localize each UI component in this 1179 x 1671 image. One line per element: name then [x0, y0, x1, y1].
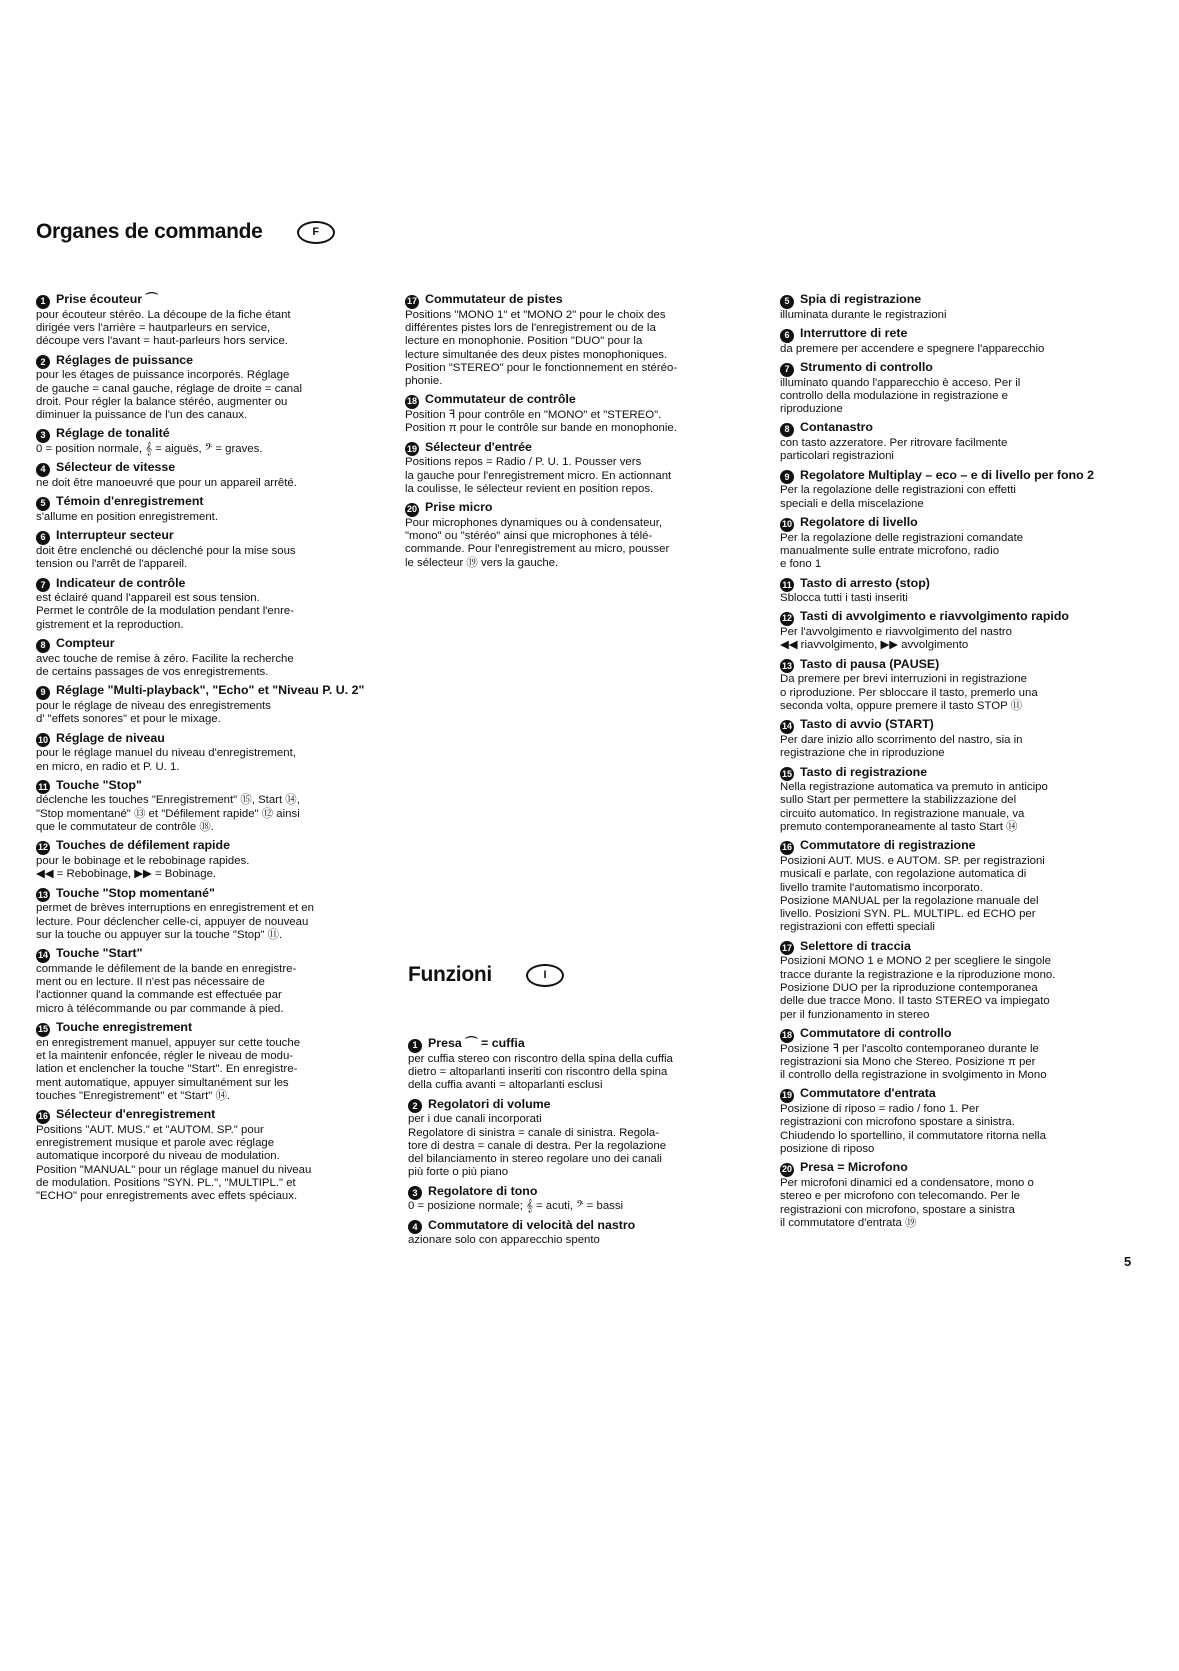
entry-description: pour écouteur stéréo. La découpe de la fiche étant dirigée vers l'arrière = hautparleurs en service, découpe vers l'avant = haut-parleurs hors service.	[36, 308, 291, 348]
language-badge-italian: I	[526, 964, 564, 987]
entry-heading-text: Strumento di controllo	[800, 359, 933, 374]
fr-entry-8	[36, 637, 381, 679]
it-entry-8	[780, 421, 1140, 463]
it-entry-1	[408, 1037, 753, 1093]
entry-heading	[780, 839, 1140, 854]
entry-number-badge: 18	[405, 395, 419, 409]
entry-heading-text: Sélecteur d'entrée	[425, 439, 532, 454]
entry-heading	[36, 293, 381, 308]
entry-heading	[780, 1161, 1140, 1176]
entry-heading-text: Commutateur de pistes	[425, 292, 563, 306]
entry-heading-text: Tasto di arresto (stop)	[800, 575, 930, 590]
it-entry-12	[780, 610, 1140, 652]
entry-heading	[780, 361, 1140, 376]
entry-description: en enregistrement manuel, appuyer sur cette touche et la maintenir enfoncée, régler le niveau de modu- lation et enclencher la touche "Start". En enregistre- ment automatique, appuyer simultanément sur les touches "Enregistrement" et "Start" ⑭.	[36, 1036, 301, 1102]
entry-description: Posizioni MONO 1 e MONO 2 per scegliere le singole tracce durante la registrazione e la riproduzione mono. Posizione DUO per la riproduzione contemporanea delle due tracce Mono. Il tasto STEREO va impiegato per il funzionamento in stereo	[780, 955, 1056, 1021]
entry-number-badge: 16	[780, 841, 794, 855]
entry-heading-text: Réglage de tonalité	[56, 426, 170, 441]
entry-heading	[36, 1108, 381, 1123]
entry-heading-text: Presa = Microfono	[800, 1160, 908, 1175]
entry-heading-text: Regolatore di livello	[800, 514, 918, 529]
italian-section-title	[408, 963, 564, 987]
entry-description: Per la regolazione delle registrazioni comandate manualmente sulle entrate microfono, radio e fono 1	[780, 531, 1024, 571]
fr-entry-11	[36, 779, 381, 835]
entry-heading	[36, 461, 381, 476]
entry-description: pour le réglage manuel du niveau d'enregistrement, en micro, en radio et P. U. 1.	[36, 747, 296, 773]
entry-heading-text: Interruttore di rete	[800, 325, 908, 340]
entry-number-badge: 10	[36, 733, 50, 747]
entry-description: avec touche de remise à zéro. Facilite la recherche de certains passages de vos enregistrements.	[36, 652, 294, 678]
entry-heading	[780, 327, 1140, 342]
entry-heading	[36, 684, 381, 699]
entry-heading-text: Commutateur de contrôle	[425, 392, 576, 407]
entry-number-badge: 8	[780, 423, 794, 437]
entry-number-badge: 13	[36, 888, 50, 902]
entry-heading-text: Regolatore di tono	[428, 1183, 538, 1198]
entry-number-badge: 7	[780, 363, 794, 377]
entry-description: 0 = posizione normale; 𝄞 = acuti, 𝄢 = bassi	[408, 1200, 624, 1213]
entry-description: est éclairé quand l'appareil est sous tension. Permet le contrôle de la modulation pendant l'enre- gistrement et la reproduction.	[36, 592, 294, 631]
entry-description: illuminato quando l'apparecchio è acceso. Per il controllo della modulazione in registrazione e riproduzione	[780, 376, 1021, 416]
entry-number-badge: 6	[780, 329, 794, 343]
entry-number-badge: 5	[780, 295, 794, 309]
entry-description: Per microfoni dinamici ed a condensatore, mono o stereo e per microfono con telecomando. Per le registrazioni con microfono, spostare a sinistra il commutatore d'entrata ⑲	[780, 1176, 1034, 1229]
fr-entry-2	[36, 354, 381, 423]
entry-heading	[405, 293, 750, 308]
entry-heading	[780, 766, 1140, 781]
entry-heading-text: Sélecteur d'enregistrement	[56, 1107, 216, 1122]
entry-heading-text: Sélecteur de vitesse	[56, 460, 176, 475]
entry-heading	[36, 637, 381, 652]
entry-number-badge: 9	[36, 686, 50, 700]
it-entry-19	[780, 1087, 1140, 1156]
it-entry-11	[780, 577, 1140, 606]
entry-description: da premere per accendere e spegnere l'apparecchio	[780, 342, 1045, 355]
entry-heading-text: Prise écouteur ⌒	[56, 292, 158, 306]
entry-description: Positions "AUT. MUS." et "AUTOM. SP." pour enregistrement musique et parole avec réglage automatique incorporé du niveau de modulation. Position "MANUAL" pour un réglage manuel du niveau de modulation. Positions "SYN. PL.", "MULTIPL." et "ECHO" pour enregistrements avec effets spéciaux.	[36, 1123, 312, 1203]
entry-heading	[36, 354, 381, 369]
entry-heading	[780, 577, 1140, 592]
entry-heading-text: Indicateur de contrôle	[56, 575, 186, 590]
entry-number-badge: 17	[780, 941, 794, 955]
it-entry-20	[780, 1161, 1140, 1230]
italian-title-text: Funzioni	[408, 963, 492, 986]
entry-heading	[36, 839, 381, 854]
fr-entry-1	[36, 293, 381, 349]
entry-description: ne doit être manoeuvré que pour un appareil arrêté.	[36, 477, 297, 489]
entry-heading-text: Tasto di avvio (START)	[800, 717, 934, 732]
language-badge-french: F	[297, 221, 335, 244]
it-entry-3	[408, 1185, 753, 1214]
entry-description: Posizione di riposo = radio / fono 1. Per registrazioni con microfono spostare a sinistra. Chiudendo lo sportellino, il commutatore ritorna nella posizione di riposo	[780, 1103, 1046, 1156]
entry-heading-text: Prise micro	[425, 500, 493, 515]
entry-number-badge: 14	[36, 949, 50, 963]
entry-description: Per la regolazione delle registrazioni con effetti speciali e della miscelazione	[780, 484, 1016, 510]
entry-heading-text: Tasti di avvolgimento e riavvolgimento rapido	[800, 609, 1069, 624]
it-entry-9	[780, 469, 1140, 511]
entry-number-badge: 4	[36, 463, 50, 477]
entry-heading	[36, 1021, 381, 1036]
entry-heading	[36, 947, 381, 962]
entry-description: Nella registrazione automatica va premuto in anticipo sullo Start per permettere la stabilizzazione del circuito automatico. In registrazione manuale, va premuto contemporaneamente al tasto Start ⑭	[780, 781, 1048, 834]
it-entry-2	[408, 1098, 753, 1180]
entry-number-badge: 3	[36, 429, 50, 443]
it-entry-10	[780, 516, 1140, 572]
entry-heading	[780, 658, 1140, 673]
entry-heading-text: Touche "Stop momentané"	[56, 885, 215, 900]
entry-heading	[780, 293, 1140, 308]
entry-description: s'allume en position enregistrement.	[36, 510, 218, 523]
entry-number-badge: 4	[408, 1220, 422, 1234]
entry-heading	[408, 1219, 753, 1234]
entry-number-badge: 1	[36, 295, 50, 309]
entry-heading	[780, 1087, 1140, 1102]
entry-description: Sblocca tutti i tasti inseriti	[780, 592, 908, 605]
entry-description: commande le défilement de la bande en enregistre- ment ou en lecture. Il n'est pas nécessaire de l'actionner quand la commande est effectuée par micro à télécommande ou par commande à pied.	[36, 962, 297, 1015]
italian-column-2	[408, 1037, 753, 1253]
entry-heading	[36, 732, 381, 747]
entry-description: Posizione ꟻ per l'ascolto contemporaneo durante le registrazioni sia Mono che Stereo. Posizione π per il controllo della registrazione in svolgimento in Mono	[780, 1042, 1047, 1082]
entry-heading-text: Commutatore di registrazione	[800, 838, 976, 853]
french-title-text: Organes de commande	[36, 220, 263, 243]
entry-heading	[780, 1027, 1140, 1042]
entry-number-badge: 18	[780, 1029, 794, 1043]
entry-heading-text: Touche enregistrement	[56, 1019, 193, 1034]
entry-number-badge: 6	[36, 531, 50, 545]
entry-description: Da premere per brevi interruzioni in registrazione o riproduzione. Per sbloccare il tasto, premerlo una seconda volta, oppure premere il tasto STOP ⑪	[780, 673, 1038, 712]
entry-number-badge: 12	[780, 612, 794, 626]
entry-heading	[36, 427, 381, 442]
it-entry-14	[780, 718, 1140, 760]
fr-entry-7	[36, 577, 381, 633]
fr-entry-5	[36, 495, 381, 524]
entry-heading-text: Selettore di traccia	[800, 938, 911, 953]
it-entry-5	[780, 293, 1140, 322]
it-entry-6	[780, 327, 1140, 356]
entry-heading	[405, 501, 750, 516]
entry-heading-text: Réglage "Multi-playback", "Echo" et "Niveau P. U. 2"	[56, 683, 365, 698]
fr-entry-15	[36, 1021, 381, 1103]
fr-entry-17	[405, 293, 750, 388]
entry-description: pour les étages de puissance incorporés. Réglage de gauche = canal gauche, réglage de droite = canal droit. Pour régler la balance stéréo, augmenter ou diminuer la puissance de l'un des canaux.	[36, 369, 302, 422]
french-section-title	[36, 220, 335, 244]
entry-description: déclenche les touches "Enregistrement" ⑮, Start ⑭, "Stop momentané" ⑬ et "Défilement rapide" ⑫ ainsi que le commutateur de contrôle ⑱.	[36, 794, 300, 834]
entry-heading-text: Tasto di pausa (PAUSE)	[800, 656, 940, 671]
entry-heading	[780, 469, 1140, 484]
entry-description: permet de brèves interruptions en enregistrement et en lecture. Pour déclencher celle-ci, appuyer de nouveau sur la touche ou appuyer sur la touche "Stop" ⑪.	[36, 902, 314, 941]
entry-number-badge: 7	[36, 578, 50, 592]
fr-entry-16	[36, 1108, 381, 1203]
it-entry-4	[408, 1219, 753, 1248]
entry-heading	[405, 393, 750, 408]
entry-heading-text: Commutatore di controllo	[800, 1025, 952, 1040]
fr-entry-9	[36, 684, 381, 726]
fr-entry-10	[36, 732, 381, 774]
entry-heading	[780, 940, 1140, 955]
entry-description: Per l'avvolgimento e riavvolgimento del nastro ◀◀ riavvolgimento, ▶▶ avvolgimento	[780, 626, 1013, 652]
entry-heading-text: Compteur	[56, 636, 115, 651]
entry-description: Positions repos = Radio / P. U. 1. Pousser vers la gauche pour l'enregistrement micro. En actionnant la coulisse, le sélecteur revient en position repos.	[405, 456, 672, 495]
entry-number-badge: 19	[780, 1089, 794, 1103]
entry-description: Pour microphones dynamiques ou à condensateur, "mono" ou "stéréo" ainsi que microphones à télé- commande. Pour l'enregistrement au micro, pousser le sélecteur ⑲ vers la gauche.	[405, 516, 670, 569]
entry-number-badge: 11	[36, 780, 50, 794]
french-column-2	[405, 293, 750, 575]
entry-number-badge: 13	[780, 659, 794, 673]
entry-number-badge: 14	[780, 720, 794, 734]
fr-entry-19	[405, 441, 750, 497]
entry-heading	[36, 779, 381, 794]
entry-number-badge: 17	[405, 295, 419, 309]
entry-heading	[780, 718, 1140, 733]
entry-number-badge: 15	[780, 767, 794, 781]
entry-heading-text: Regolatori di volume	[428, 1096, 551, 1111]
entry-description: 0 = position normale, 𝄞 = aiguës, 𝄢 = graves.	[36, 443, 263, 456]
entry-number-badge: 16	[36, 1110, 50, 1124]
entry-heading	[780, 516, 1140, 531]
entry-heading	[408, 1037, 753, 1052]
entry-description: pour le bobinage et le rebobinage rapides. ◀◀ = Rebobinage, ▶▶ = Bobinage.	[36, 855, 250, 881]
entry-description: Position ꟻ pour contrôle en "MONO" et "STEREO". Position π pour le contrôle sur bande en monophonie.	[405, 409, 677, 435]
entry-description: doit être enclenché ou déclenché pour la mise sous tension ou l'arrêt de l'appareil.	[36, 544, 296, 571]
entry-heading-text: Contanastro	[800, 420, 873, 435]
entry-heading-text: Commutatore d'entrata	[800, 1086, 936, 1101]
fr-entry-18	[405, 393, 750, 435]
it-entry-13	[780, 658, 1140, 714]
fr-entry-4	[36, 461, 381, 490]
entry-heading-text: Interrupteur secteur	[56, 528, 174, 543]
entry-number-badge: 8	[36, 639, 50, 653]
page-number: 5	[1124, 1254, 1132, 1269]
entry-description: pour le réglage de niveau des enregistrements d' "effets sonores" et pour le mixage.	[36, 699, 271, 726]
entry-description: per cuffia stereo con riscontro della spina della cuffia dietro = altoparlanti inseriti con riscontro della spina della cuffia avanti = altoparlanti esclusi	[408, 1052, 673, 1092]
entry-heading	[405, 441, 750, 456]
entry-number-badge: 15	[36, 1023, 50, 1037]
entry-number-badge: 2	[408, 1099, 422, 1113]
entry-number-badge: 20	[405, 503, 419, 517]
it-entry-18	[780, 1027, 1140, 1083]
entry-heading-text: Témoin d'enregistrement	[56, 494, 204, 509]
entry-heading	[36, 887, 381, 902]
entry-number-badge: 10	[780, 518, 794, 532]
entry-number-badge: 12	[36, 841, 50, 855]
entry-heading	[36, 495, 381, 510]
fr-entry-6	[36, 529, 381, 571]
fr-entry-20	[405, 501, 750, 570]
entry-number-badge: 9	[780, 470, 794, 484]
entry-heading	[780, 421, 1140, 436]
fr-entry-14	[36, 947, 381, 1016]
it-entry-16	[780, 839, 1140, 934]
italian-column-3	[780, 293, 1140, 1235]
entry-heading-text: Touche "Start"	[56, 946, 143, 961]
entry-heading	[36, 577, 381, 592]
entry-heading	[408, 1098, 753, 1113]
entry-heading-text: Touche "Stop"	[56, 777, 142, 792]
french-column-1	[36, 293, 381, 1209]
entry-number-badge: 5	[36, 497, 50, 511]
entry-description: Posizioni AUT. MUS. e AUTOM. SP. per registrazioni musicali e parlate, con regolazione automatica di livello tramite l'automatismo incorporato. Posizione MANUAL per la regolazione manuale del livello. Posizioni SYN. PL. MULTIPL. ed ECHO per registrazioni con effetti speciali	[780, 855, 1045, 934]
entry-number-badge: 3	[408, 1186, 422, 1200]
fr-entry-3	[36, 427, 381, 456]
entry-heading-text: Réglages de puissance	[56, 352, 194, 367]
fr-entry-13	[36, 887, 381, 943]
entry-number-badge: 19	[405, 442, 419, 456]
entry-description: azionare solo con apparecchio spento	[408, 1234, 600, 1247]
it-entry-15	[780, 766, 1140, 835]
entry-heading	[408, 1185, 753, 1200]
entry-description: Per dare inizio allo scorrimento del nastro, sia in registrazione che in riproduzione	[780, 733, 1023, 760]
entry-description: Positions "MONO 1" et "MONO 2" pour le choix des différentes pistes lors de l'enregistrement ou de la lecture en monophonie. Position "DUO" pour la lecture simultanée des deux pistes monophoniques. Position "STEREO" pour le fonctionnement en stéréo- phonie.	[405, 308, 678, 388]
entry-description: con tasto azzeratore. Per ritrovare facilmente particolari registrazioni	[780, 437, 1008, 463]
entry-number-badge: 2	[36, 355, 50, 369]
it-entry-7	[780, 361, 1140, 417]
entry-heading-text: Tasto di registrazione	[800, 764, 928, 779]
entry-description: illuminata durante le registrazioni	[780, 308, 947, 321]
entry-heading-text: Réglage de niveau	[56, 730, 165, 745]
entry-heading	[780, 610, 1140, 625]
entry-heading	[36, 529, 381, 544]
entry-number-badge: 20	[780, 1163, 794, 1177]
entry-heading-text: Regolatore Multiplay – eco – e di livello per fono 2	[800, 467, 1094, 482]
entry-number-badge: 1	[408, 1039, 422, 1053]
entry-heading-text: Presa ⌒ = cuffia	[428, 1036, 525, 1050]
entry-heading-text: Commutatore di velocità del nastro	[428, 1217, 636, 1232]
it-entry-17	[780, 940, 1140, 1022]
entry-heading-text: Spia di registrazione	[800, 292, 922, 306]
entry-heading-text: Touches de défilement rapide	[56, 838, 230, 853]
entry-number-badge: 11	[780, 578, 794, 592]
entry-description: per i due canali incorporati Regolatore di sinistra = canale di sinistra. Regola- tore di destra = canale di destra. Per la regolazione del bilanciamento in stereo regolare uno dei canali più forte o più piano	[408, 1113, 667, 1179]
fr-entry-12	[36, 839, 381, 881]
